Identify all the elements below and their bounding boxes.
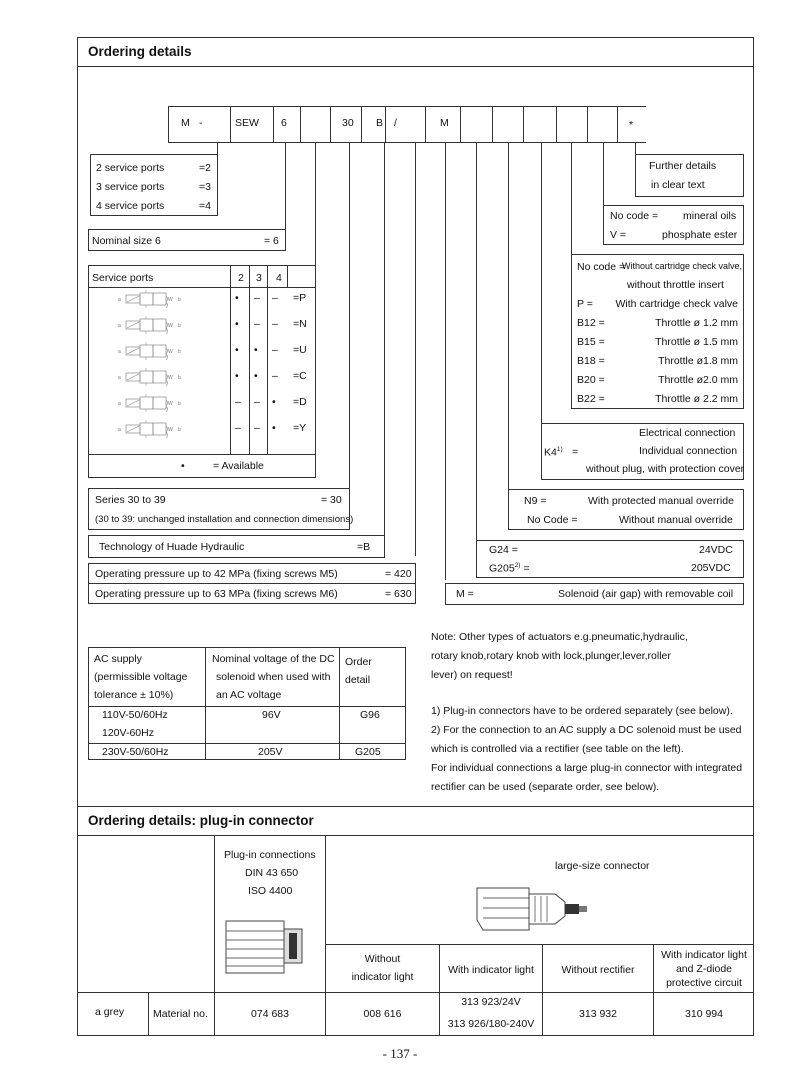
service-port-mark: –: [254, 292, 260, 304]
technology-box: [88, 535, 385, 558]
col-zdiode-0: With indicator light: [661, 949, 747, 961]
solenoid-v: Solenoid (air gap) with removable coil: [558, 588, 734, 600]
throttle-key: B20 =: [577, 374, 605, 386]
svg-text:W: W: [168, 349, 173, 355]
code-series: 30: [342, 117, 354, 129]
throttle-box: [571, 254, 744, 409]
large-connector-label: large-size connector: [555, 860, 650, 872]
service-port-mark: –: [272, 344, 278, 356]
mat-313926: 313 926/180-240V: [447, 1018, 535, 1030]
mat-074683: 074 683: [251, 1008, 289, 1020]
service-ports-header: Service ports: [92, 272, 154, 284]
svg-text:W: W: [168, 427, 173, 433]
col-without-light-0: Without: [364, 953, 401, 965]
svg-text:a: a: [118, 323, 121, 329]
svg-text:W: W: [168, 375, 173, 381]
service-port-mark: –: [272, 318, 278, 330]
throttle-value: With cartridge check valve: [615, 298, 738, 310]
note-block: [431, 628, 688, 685]
code-solenoid: M: [440, 117, 449, 129]
code-m: M: [181, 117, 190, 129]
service-port-mark: –: [254, 318, 260, 330]
service-port-code: =P: [293, 292, 307, 304]
code-sew: SEW: [235, 117, 259, 129]
service-port-code: =C: [293, 370, 307, 382]
throttle-value: Throttle ø1.8 mm: [658, 355, 738, 367]
throttle-value: Throttle ø 1.5 mm: [655, 336, 738, 348]
solenoid-k: M =: [456, 588, 474, 600]
conn-1: DIN 43 650: [245, 867, 299, 879]
ac-supply-table: [88, 647, 406, 760]
section-title-ordering: Ordering details: [77, 37, 754, 67]
throttle-nocode-text2: without throttle insert: [627, 279, 724, 291]
fn-0: 1) Plug-in connectors have to be ordered separately (see below).: [431, 705, 733, 717]
ac-r2-0: 230V-50/60Hz: [102, 746, 169, 758]
seal-box: [603, 205, 744, 245]
override-v1: With protected manual override: [588, 495, 734, 507]
svg-text:W: W: [168, 401, 173, 407]
service-port-mark: •: [272, 422, 276, 434]
ports-count-box: [90, 154, 218, 216]
svg-text:a: a: [118, 427, 121, 433]
electrical-title: Electrical connection: [639, 427, 736, 439]
throttle-key: B22 =: [577, 393, 605, 405]
din-connector-drawing: [223, 913, 313, 983]
mat-310994: 310 994: [685, 1008, 723, 1020]
service-port-code: =N: [293, 318, 307, 330]
service-port-mark: •: [235, 344, 239, 356]
further-details-box: [635, 154, 744, 197]
valve-symbol: [118, 342, 198, 360]
row-color: a grey: [95, 1006, 125, 1018]
ac-h2-2: an AC voltage: [216, 689, 282, 701]
col-without-rectifier: Without rectifier: [561, 964, 635, 976]
ac-r1-1: 120V-60Hz: [102, 727, 154, 739]
code-tech: B: [376, 117, 384, 129]
col-zdiode-1: and Z-diode: [675, 963, 733, 975]
override-v2: Without manual override: [619, 514, 733, 526]
voltage-v1: 24VDC: [699, 544, 733, 556]
service-port-code: =D: [293, 396, 307, 408]
series-code: = 30: [321, 494, 342, 506]
svg-text:a: a: [118, 297, 121, 303]
series-box: [88, 488, 354, 530]
svg-text:a: a: [118, 349, 121, 355]
col-with-light: With indicator light: [448, 964, 534, 976]
seal-k2: V =: [610, 229, 627, 241]
mat-008616: 008 616: [363, 1008, 402, 1020]
seal-k1: No code =: [610, 210, 659, 222]
valve-symbol: [118, 368, 198, 386]
pressure-63-label: Operating pressure up to 63 MPa (fixing screws M6): [95, 588, 338, 600]
svg-text:b: b: [178, 297, 181, 303]
technology-label: Technology of Huade Hydraulic: [99, 541, 245, 553]
ports-3-code: =3: [199, 181, 211, 193]
service-port-mark: •: [235, 292, 239, 304]
service-port-mark: •: [235, 370, 239, 382]
electrical-k4: [544, 446, 563, 459]
note-line-1: rotary knob,rotary knob with lock,plunger,lever,roller: [431, 650, 671, 662]
service-port-mark: •: [235, 318, 239, 330]
svg-text:b: b: [178, 375, 181, 381]
note-line-0: Note: Other types of actuators e.g.pneumatic,hydraulic,: [431, 631, 688, 643]
override-k2: No Code =: [527, 514, 578, 526]
voltage-v2: 205VDC: [691, 562, 731, 574]
ports-4-label: 4 service ports: [96, 200, 165, 212]
code-dash: -: [199, 117, 203, 129]
svg-text:b: b: [178, 427, 181, 433]
ac-h3-1: detail: [345, 674, 371, 686]
pressure-42-label: Operating pressure up to 42 MPa (fixing screws M5): [95, 568, 338, 580]
override-box: [508, 489, 744, 530]
conn-0: Plug-in connections: [224, 849, 316, 861]
electrical-v1: Individual connection: [639, 445, 738, 457]
mat-313923: 313 923/24V: [461, 996, 521, 1008]
throttle-key: B12 =: [577, 317, 605, 329]
col-4: 4: [276, 272, 282, 284]
g205-label: G205: [489, 562, 515, 575]
service-port-code: =Y: [293, 422, 307, 434]
override-k1: N9 =: [524, 495, 547, 507]
ports-4-code: =4: [199, 200, 211, 212]
pressure-box: [88, 563, 416, 604]
throttle-nocode-text: Without cartridge check valve,: [622, 261, 743, 271]
pressure-63-code: = 630: [385, 588, 412, 600]
service-port-mark: –: [254, 396, 260, 408]
service-port-mark: –: [235, 396, 241, 408]
col-3: 3: [256, 272, 262, 284]
fn-3: For individual connections a large plug-in connector with integrated: [431, 762, 743, 774]
ac-h2-1: solenoid when used with: [216, 671, 331, 683]
svg-text:b: b: [178, 349, 181, 355]
ports-2-label: 2 service ports: [96, 162, 165, 174]
throttle-key: B15 =: [577, 336, 605, 348]
fn-2: which is controlled via a rectifier (see table on the left).: [431, 743, 684, 755]
k4-sup: 1): [556, 446, 563, 453]
solenoid-box: [445, 583, 744, 605]
fn-4: rectifier can be used (separate order, see below).: [431, 781, 660, 793]
available-bullet: •: [181, 460, 185, 472]
ac-h1-1: (permissible voltage: [94, 671, 188, 683]
valve-symbol: [118, 394, 198, 412]
service-port-mark: •: [254, 344, 258, 356]
note-line-2: lever) on request!: [431, 669, 513, 681]
svg-text:b: b: [178, 323, 181, 329]
fn-1: 2) For the connection to an AC supply a DC solenoid must be used: [431, 724, 742, 736]
ac-r1-v: 96V: [262, 709, 281, 721]
service-port-code: =U: [293, 344, 307, 356]
svg-text:a: a: [118, 375, 121, 381]
throttle-value: Throttle ø2.0 mm: [658, 374, 738, 386]
k4-label: K4: [544, 446, 557, 459]
electrical-eq: =: [572, 446, 579, 458]
mat-313932: 313 932: [579, 1008, 617, 1020]
technology-code: =B: [357, 541, 371, 553]
g205-eq: =: [520, 562, 530, 575]
series-note: (30 to 39: unchanged installation and connection dimensions): [95, 514, 354, 525]
throttle-value: Throttle ø 1.2 mm: [655, 317, 738, 329]
electrical-box: [541, 423, 744, 480]
service-port-mark: –: [254, 422, 260, 434]
ac-r2-v: 205V: [258, 746, 283, 758]
svg-text:W: W: [168, 297, 173, 303]
further-l2: in clear text: [651, 179, 705, 191]
col-without-light-1: indicator light: [351, 971, 414, 983]
ports-2-code: =2: [199, 162, 211, 174]
code-star: *: [629, 119, 634, 131]
svg-text:W: W: [168, 323, 173, 329]
voltage-k1: G24 =: [489, 544, 518, 556]
nominal-size-box: [88, 229, 286, 251]
nominal-code: = 6: [264, 235, 279, 247]
voltage-k2: [489, 562, 530, 575]
throttle-nocode: No code =: [577, 261, 626, 273]
available-label: = Available: [213, 460, 264, 472]
page-number: - 137 -: [382, 1046, 418, 1061]
section-title-plug: Ordering details: plug-in connector: [77, 806, 754, 836]
valve-symbol: [118, 316, 198, 334]
throttle-value: Throttle ø 2.2 mm: [655, 393, 738, 405]
valve-symbol: [118, 420, 198, 438]
voltage-box: [476, 540, 744, 578]
plug-table: [77, 835, 754, 1035]
ac-h3-0: Order: [345, 656, 372, 668]
code-size: 6: [281, 117, 287, 129]
ac-r1-0: 110V-50/60Hz: [102, 709, 168, 721]
col-2: 2: [238, 272, 244, 284]
valve-symbol: [118, 290, 198, 308]
nominal-label: Nominal size 6: [92, 235, 161, 247]
electrical-v2: without plug, with protection cover: [586, 463, 745, 475]
ac-h2-0: Nominal voltage of the DC: [212, 653, 335, 665]
series-label: Series 30 to 39: [95, 494, 166, 506]
col-zdiode-2: protective circuit: [666, 977, 742, 989]
service-port-mark: –: [235, 422, 241, 434]
service-port-mark: •: [272, 396, 276, 408]
service-port-mark: •: [254, 370, 258, 382]
seal-v1: mineral oils: [683, 210, 737, 222]
svg-text:b: b: [178, 401, 181, 407]
large-connector-drawing: [469, 880, 593, 940]
g205-sup: 2): [514, 562, 521, 569]
further-l1: Further details: [649, 160, 717, 172]
svg-text:a: a: [118, 401, 121, 407]
throttle-key: P =: [577, 298, 593, 310]
ac-h1-0: AC supply: [94, 653, 142, 665]
pressure-42-code: = 420: [385, 568, 412, 580]
row-material: Material no.: [153, 1008, 208, 1020]
ports-3-label: 3 service ports: [96, 181, 165, 193]
ac-r2-c: G205: [355, 746, 381, 758]
throttle-key: B18 =: [577, 355, 605, 367]
code-slash: /: [394, 117, 397, 129]
ac-h1-2: tolerance ± 10%): [94, 689, 174, 701]
service-port-mark: –: [272, 370, 278, 382]
conn-2: ISO 4400: [248, 885, 293, 897]
ac-r1-c: G96: [360, 709, 380, 721]
footnotes: [431, 702, 742, 797]
service-port-mark: –: [272, 292, 278, 304]
seal-v2: phosphate ester: [662, 229, 738, 241]
